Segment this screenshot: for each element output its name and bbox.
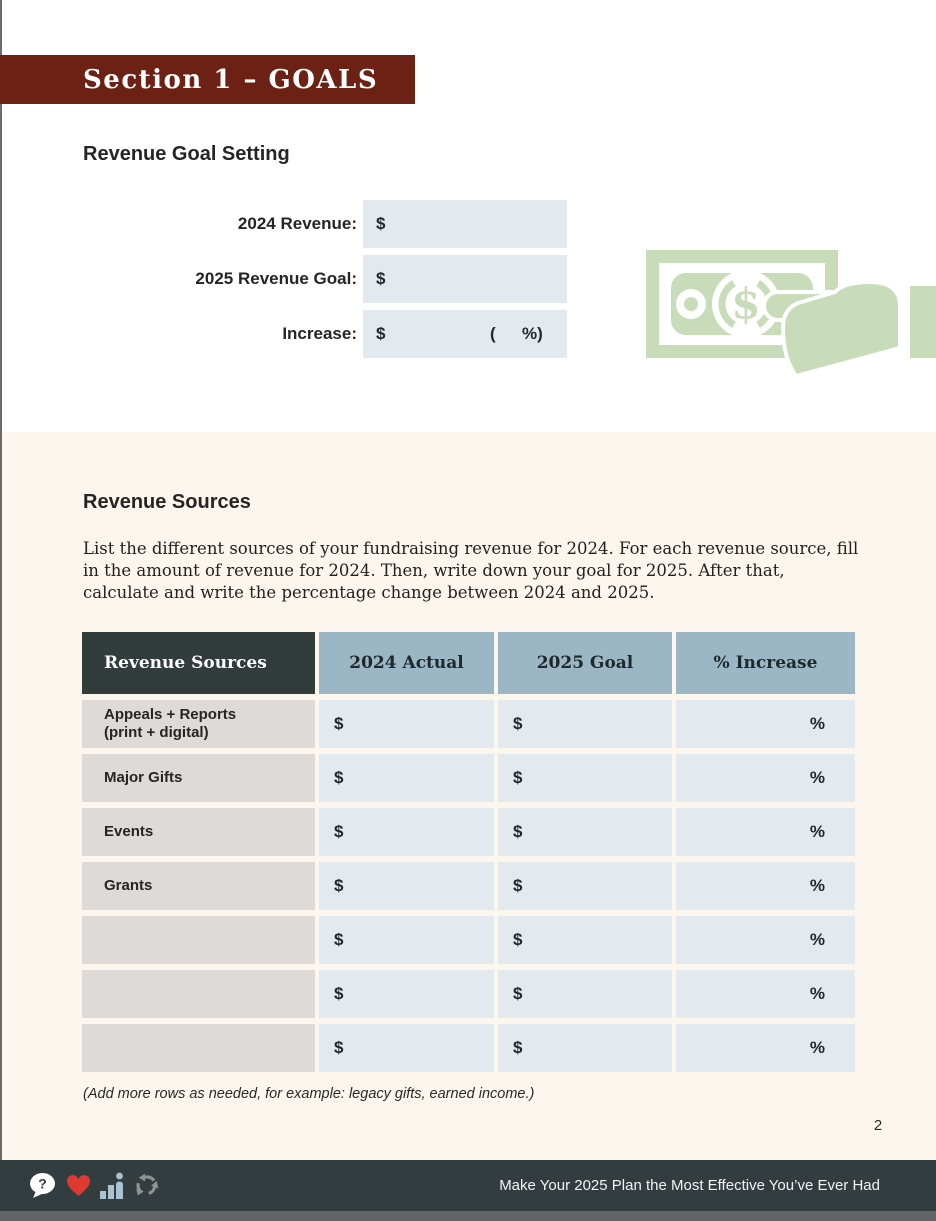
dollar-sign: $ [334,930,344,949]
footer-bar [0,1160,936,1211]
cell-2024-actual[interactable] [319,1024,494,1072]
cell-2025-goal[interactable] [498,916,672,964]
section-title: Section 1 – GOALS [83,64,379,95]
bar-chart-person-icon [100,1172,125,1199]
dollar-prefix: $ [376,269,386,288]
recycle-icon [134,1173,159,1198]
label-2024-revenue: 2024 Revenue: [237,214,357,233]
dollar-sign: $ [334,876,344,895]
percent-sign: % [809,768,825,787]
footer-tagline: Make Your 2025 Plan the Most Effective You’ve Ever Had [499,1177,880,1194]
dollar-sign: $ [513,714,523,733]
row-label [82,754,315,802]
dollar-prefix: $ [376,214,386,233]
cell-2024-actual[interactable] [319,808,494,856]
dollar-sign: $ [513,930,523,949]
page-bottom-strip [0,1211,936,1221]
cell-2025-goal[interactable] [498,1024,672,1072]
money-hand-illustration [646,246,936,387]
dollar-sign: $ [513,822,523,841]
row-label-text: Appeals + Reports (print + digital) [104,706,237,741]
cell-percent-increase[interactable] [676,916,855,964]
revenue-sources-table [82,632,855,1072]
label-increase: Increase: [282,324,357,343]
table-header-2025-goal: 2025 Goal [498,632,672,694]
revenue-sources-description: List the different sources of your fundraising revenue for 2024. For each revenue source, fill in the amount of revenue for 2024. Then, write down your goal for 2025. After that, calculate and write the percentage change between 2024 and 2025. [83,539,859,602]
dollar-sign: $ [334,984,344,1003]
cell-2025-goal[interactable] [498,970,672,1018]
dollar-prefix: $ [376,324,386,343]
row-label [82,808,315,856]
table-header-revenue-sources: Revenue Sources [82,632,315,694]
dollar-sign: $ [513,1038,523,1057]
cell-2024-actual[interactable] [319,754,494,802]
input-2025-revenue-goal[interactable] [363,255,567,303]
svg-text:?: ? [38,1175,47,1192]
percent-sign: % [809,822,825,841]
row-label [82,700,315,748]
row-label [82,862,315,910]
cell-2025-goal[interactable] [498,754,672,802]
cell-2025-goal[interactable] [498,862,672,910]
percent-paren-close: %) [522,324,543,343]
page-edge-line [0,0,2,1160]
section-banner [0,55,415,104]
input-increase[interactable] [363,310,567,358]
dollar-sign: $ [334,1038,344,1057]
table-header-percent-increase: % Increase [676,632,855,694]
cell-2024-actual[interactable] [319,862,494,910]
dollar-sign: $ [513,876,523,895]
table-note: (Add more rows as needed, for example: legacy gifts, earned income.) [83,1086,535,1102]
percent-sign: % [809,1038,825,1057]
cell-2025-goal[interactable] [498,700,672,748]
row-label[interactable] [82,916,315,964]
cell-percent-increase[interactable] [676,862,855,910]
form-row-2024-revenue [0,200,600,248]
dollar-sign: $ [334,822,344,841]
cell-2024-actual[interactable] [319,970,494,1018]
cell-percent-increase[interactable] [676,808,855,856]
cell-2025-goal[interactable] [498,808,672,856]
dollar-sign: $ [334,714,344,733]
revenue-sources-heading: Revenue Sources [83,491,251,513]
form-row-2025-revenue-goal [0,255,600,303]
input-2024-revenue[interactable] [363,200,567,248]
goal-setting-heading: Revenue Goal Setting [83,143,290,165]
row-label[interactable] [82,970,315,1018]
svg-text:$: $ [731,279,761,328]
cell-2024-actual[interactable] [319,916,494,964]
cell-percent-increase[interactable] [676,700,855,748]
form-row-increase [0,310,600,358]
footer-logo-icons [0,1172,159,1199]
page-number: 2 [873,1117,883,1134]
row-label-text: Grants [104,877,153,894]
cell-percent-increase[interactable] [676,970,855,1018]
cell-percent-increase[interactable] [676,754,855,802]
heart-icon [66,1174,91,1197]
cell-percent-increase[interactable] [676,1024,855,1072]
percent-sign: % [809,876,825,895]
percent-sign: % [809,930,825,949]
row-label[interactable] [82,1024,315,1072]
dollar-sign: $ [334,768,344,787]
money-hand-icon [646,246,936,382]
dollar-sign: $ [513,768,523,787]
percent-sign: % [809,984,825,1003]
row-label-text: Events [104,823,154,840]
dollar-sign: $ [513,984,523,1003]
percent-sign: % [809,714,825,733]
question-bubble-icon [29,1172,57,1199]
percent-paren-open: ( [490,324,496,343]
row-label-text: Major Gifts [104,769,183,786]
table-header-2024-actual: 2024 Actual [319,632,494,694]
label-2025-revenue-goal: 2025 Revenue Goal: [195,269,357,288]
cell-2024-actual[interactable] [319,700,494,748]
